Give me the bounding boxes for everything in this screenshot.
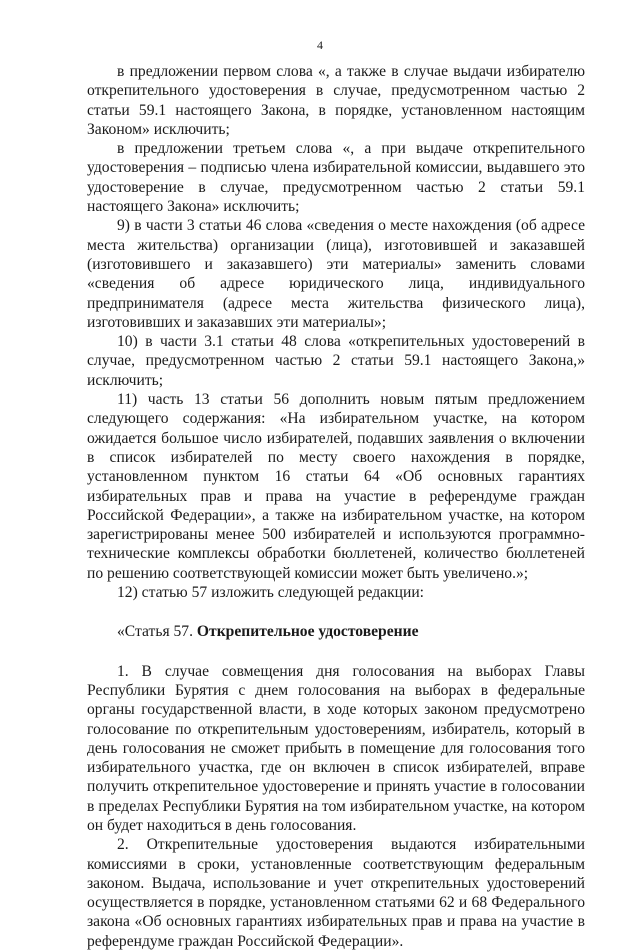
- paragraph-strike-first-sentence: в предложении первом слова «, а также в случае выдачи избирателю открепительного удостоверения в случае, предусмотренном частью 2 статьи 59.1 настоящего Закона, в порядке, установленном настоящим Законом» исключить;: [87, 63, 585, 138]
- article-prefix: «Статья 57.: [117, 623, 197, 641]
- document-body: [87, 62, 585, 951]
- paragraph-item-9: 9) в части 3 статьи 46 слова «сведения о месте нахождения (об адресе места жительства) организации (лица), изготовившей и заказавшей (изготовившего и заказавшего) эти материалы» заменить словами «сведения об адресе юридического лица, индивидуального предпринимателя (адресе места жительства физического лица), изготовивших и заказавших эти материалы»;: [87, 217, 585, 331]
- paragraph-strike-third-sentence: в предложении третьем слова «, а при выдаче открепительного удостоверения – подписью члена избирательной комиссии, выдавшего это удостоверение в случае, предусмотренном частью 2 статьи 59.1 настоящего Закона» исключить;: [87, 140, 585, 216]
- paragraph-item-12: 12) статью 57 изложить следующей редакции:: [117, 584, 425, 602]
- page-number: 4: [317, 38, 323, 52]
- article-title: Открепительное удостоверение: [196, 623, 419, 641]
- article-heading: [87, 622, 585, 641]
- article-paragraph-2: 2. Открепительные удостоверения выдаются избирательными комиссиями в сроки, установленные соответствующим федеральным законом. Выдача, использование и учет открепительных удостоверений осуществляется в порядке, установленном статьями 62 и 68 Федерального закона «Об основных гарантиях избирательных прав и права на участие в референдуме граждан Российской Федерации».: [87, 836, 585, 950]
- paragraph-item-10: 10) в части 3.1 статьи 48 слова «открепительных удостоверений в случае, предусмотренном частью 2 статьи 59.1 настоящего Закона,» исключить;: [87, 333, 585, 389]
- article-paragraph-1: 1. В случае совмещения дня голосования на выборах Главы Республики Бурятия с днем голосования на выборах в федеральные органы государственной власти, в ходе которых законом предусмотрено голосование по открепительным удостоверениям, избиратель, который в день голосования не сможет прибыть в помещение для голосования того избирательного участка, где он включен в список избирателей, вправе получить открепительное удостоверение и принять участие в голосовании в пределах Республики Бурятия на том избирательном участке, на котором он будет находиться в день голосования.: [87, 662, 585, 834]
- paragraph-item-11: 11) часть 13 статьи 56 дополнить новым пятым предложением следующего содержания: «На избирательном участке, на котором ожидается большое число избирателей, подавших заявления о включении в список избирателей по месту своего нахождения в порядке, установленном пунктом 16 статьи 64 «Об основных гарантиях избирательных прав и права на участие в референдуме граждан Российской Федерации», а также на избирательном участке, на котором зарегистрированы менее 500 избирателей и используются программно-технические комплексы обработки бюллетеней, количество бюллетеней по решению соответствующей комиссии может быть увеличено.»;: [87, 391, 585, 582]
